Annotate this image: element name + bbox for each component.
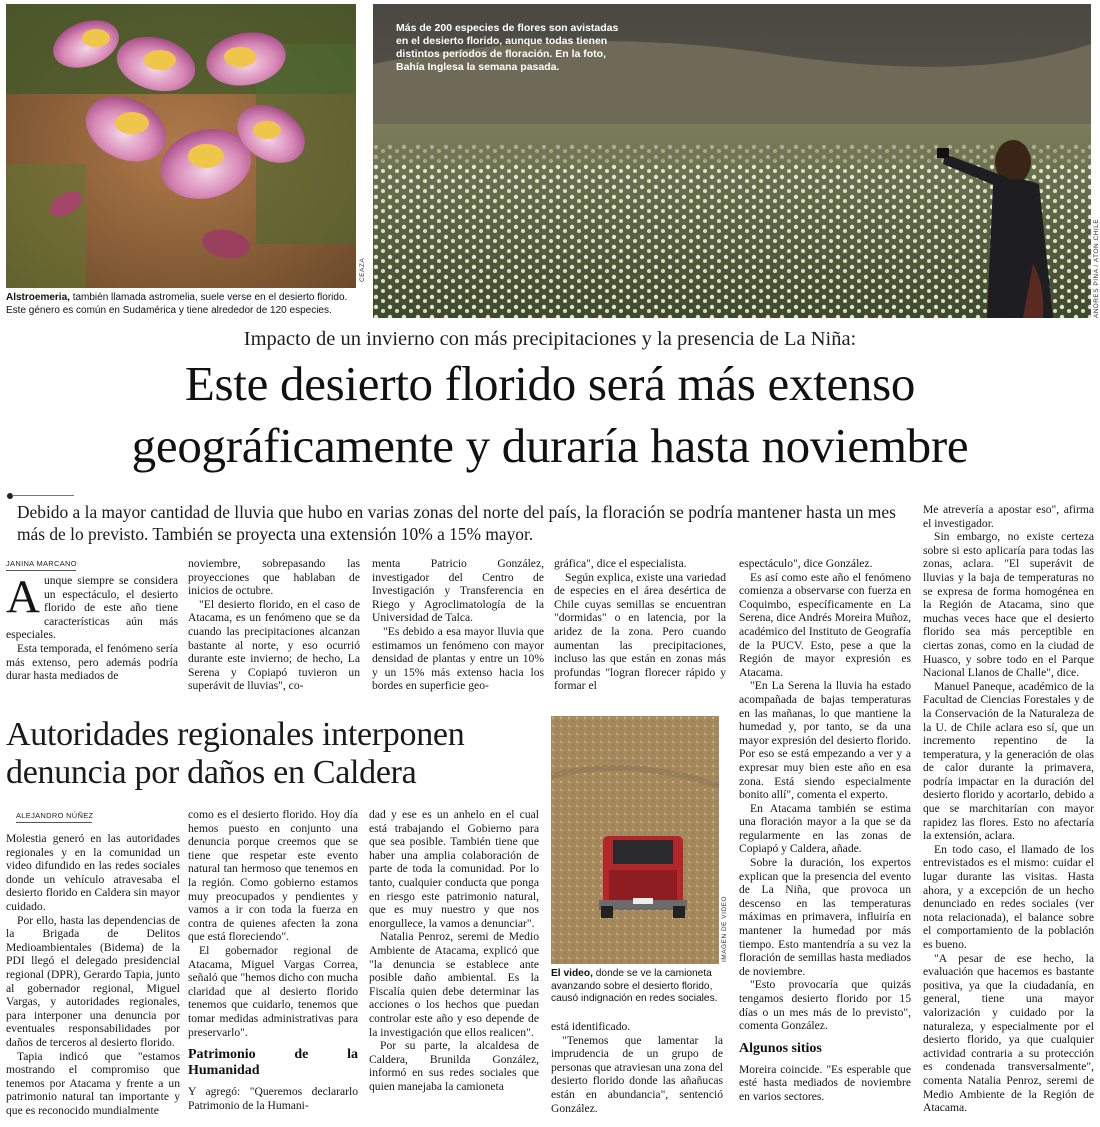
col3-paragraph-2: "Es debido a esa mayor lluvia que estimamos un fenómeno con mayor densidad de plantas y entre un 10% y un 15% más extenso hacia los bordes en superficie geo- <box>372 624 544 693</box>
col6-paragraph-3: Manuel Paneque, académico de la Facultad de Ciencias Forestales y de la Conservación de la Naturaleza de la U. de Chile aclara eso sí, que un incremento repentino de la temperatura, y la generación de olas de calor durante la primavera, podría impactar en la duración del desierto florido y acortarlo, debido a que se marchitarían con mayor rapidez las flores. Esto no afectaría la extensión, aclara. <box>923 679 1094 843</box>
main-photo-credit: ANDRES PINA / ATON CHILE <box>1093 218 1100 318</box>
article-byline: JANINA MARCANO <box>6 559 77 568</box>
second-c4-paragraph-2: "Tenemos que lamentar la imprudencia de un grupo de personas que atraviesan una zona del desierto florido donde las añañucas están en abundancia", sentenció González. <box>551 1033 723 1115</box>
second-column-1 <box>6 832 180 1117</box>
col1-paragraph-1: unque siempre se considera un espectáculo, el desierto florido de este año tiene características aún más especiales. <box>6 574 178 642</box>
col4-paragraph-2: Según explica, existe una variedad de especies en el área desértica de Chile cuyas semillas se encuentran "dormidas" o en latencia, por la aridez de la zona. Pero cuando aumentan las precipitaciones, incluso las que están en zonas más profundas "logran florecer rápido y formar el <box>554 570 726 693</box>
second-c2-paragraph-1: como es el desierto florido. Hoy día hemos puesto en conjunto una denuncia porque creemos que se tiene que respetar este evento natural tan hermoso que tenemos en la región. Como gobierno estamos muy preocupados y pendientes y vamos a ir con toda la fuerza en contra de quienes afecten la zona que está floreciendo". <box>188 808 358 944</box>
second-c2-paragraph-3: Y agregó: "Queremos declararlo Patrimonio de la Humani- <box>188 1085 358 1112</box>
col4-paragraph-1: gráfica", dice el especialista. <box>554 557 687 570</box>
second-column-3 <box>369 808 539 1093</box>
second-c1-paragraph-3: Tapia indicó que "estamos mostrando el compromiso que tenemos por Atacama y frente a un patrimonio natural tan importante y que es reconocido mundialmente <box>6 1049 180 1117</box>
subhead-patrimonio: Patrimonio de la Humanidad <box>188 1047 358 1079</box>
col6-paragraph-1: Me atrevería a apostar eso", afirma el investigador. <box>923 503 1094 530</box>
second-headline-line2: denuncia por daños en Caldera <box>6 754 417 791</box>
col3-paragraph-1: menta Patricio González, investigador del Centro de Investigación y Transferencia en Riego y Agroclimatología de la Universidad de Talca. <box>372 557 544 625</box>
article-headline-line2: geográficamente y duraría hasta noviembre <box>131 418 969 473</box>
col2-paragraph-1: noviembre, sobrepasando las proyecciones que hablaban de inicios de octubre. <box>188 557 360 598</box>
second-column-2 <box>188 808 358 1112</box>
second-article-byline: ALEJANDRO NÚÑEZ <box>16 811 94 820</box>
article-column-5 <box>739 557 911 1104</box>
lead-bullet-icon <box>7 493 13 499</box>
col1-paragraph-2: Esta temporada, el fenómeno sería más extenso, pero además podría durar hasta mediados de <box>6 641 178 683</box>
col6-paragraph-5: "A pesar de ese hecho, la evaluación que hacemos es bastante positiva, ya que la ciudadanía, en general, tiene una mayor valorización y cuidado por la naturaleza, y especialmente por el desierto florido, ya que cualquier actividad contraria a su protección es condenada transversalmente", comenta Natalia Penroz, seremi de Medio Ambiente de la Región de Atacama. <box>923 951 1094 1115</box>
second-c1-paragraph-1: Molestia generó en las autoridades regionales y en la comunidad un video difundido en las redes sociales donde un vehículo atravesaba el desierto florido en Caldera sin mayor cuidado. <box>6 832 180 913</box>
col5-paragraph-6: "Esto provocaría que quizás tengamos desierto florido por 15 días o un mes más de lo previsto", comenta González. <box>739 978 911 1033</box>
article-column-4 <box>554 557 726 693</box>
second-headline-line1: Autoridades regionales interponen <box>6 716 465 753</box>
flower-caption-text: también llamada astromelia, suele verse en el desierto florido. Este género es común en Sudamérica y tiene alrededor de 120 especies. <box>6 292 348 316</box>
second-c1-paragraph-2: Por ello, hasta las dependencias de la Brigada de Delitos Medioambientales (Bidema) de la PDI llegó el delegado presidencial regional (DPR), Gerardo Tapia, junto al gobernador regional, Miguel Vargas, y autoridades regionales, para interponer una denuncia por eventuales responsabilidades por daños de terceros al desierto florido. <box>6 913 180 1049</box>
article-column-3 <box>372 557 544 693</box>
dropcap: A <box>6 571 40 623</box>
second-c3-paragraph-3: Por su parte, la alcaldesa de Caldera, Brunilda González, informó en sus redes sociales que quien manejaba la camioneta <box>369 1039 539 1093</box>
col2-paragraph-2: "El desierto florido, en el caso de Atacama, es un fenómeno que se da cuando las precipitaciones alcanzan bastante al norte, y eso ocurrió durante este invierno; de hecho, La Serena y Copiapó tuvieron un superávit de lluvias", co- <box>188 597 360 693</box>
second-c3-paragraph-1: dad y ese es un anhelo en el cual está trabajando el Gobierno para que sea posible. También tiene que haber una amplia colaboración de parte de toda la comunidad. Por lo tanto, cualquier conducta que ponga en riesgo este patrimonio natural, que es muy nuestro y que nos enorgullece, la vamos a denunciar". <box>369 808 539 930</box>
lead-rule <box>12 495 74 496</box>
flower-caption-lead: Alstroemeria, <box>6 292 70 303</box>
video-photo-credit: IMAGEN DE VIDEO <box>721 895 728 962</box>
article-column-1 <box>6 571 178 683</box>
second-c3-paragraph-2: Natalia Penroz, seremi de Medio Ambiente de Atacama, explicó que "la denuncia se establece ante posible daño ambiental. Es la Fiscalía quien debe determinar las acciones o los hechos que puedan controlar este año y eso depende de la investigación que ellos realicen". <box>369 930 539 1039</box>
col6-paragraph-2: Sin embargo, no existe certeza sobre si esto aplicaría para todas las zonas, aclara. "El superávit de lluvias y la baja de temperaturas no se expresa de forma homogénea en la Región de Atacama, sino que muchas veces hace que el desierto florido sea más perceptible en ciertas zonas, como en la ciudad de Huasco, y sobre todo en el Parque Nacional Llanos de Challe", dice. <box>923 530 1094 680</box>
col5-paragraph-4: En Atacama también se estima una floración mayor a la que se da regularmente en las zonas de Copiapó y Caldera, añade. <box>739 801 911 856</box>
second-byline-rule <box>16 822 92 823</box>
video-caption-text: donde se ve la camioneta avanzando sobre el desierto florido, causó indignación en redes sociales. <box>551 968 718 1004</box>
article-column-6 <box>923 503 1094 1115</box>
col6-paragraph-4: En todo caso, el llamado de los entrevistados es el mismo: cuidar el lugar durante las visitas. Hasta ahora, y a excepción de un hecho denunciado en redes sociales (ver nota relacionada), el balance sobre el comportamiento de la población es bueno. <box>923 842 1094 951</box>
video-still-photo <box>551 716 719 964</box>
video-caption <box>551 968 723 1006</box>
truck-video-image <box>551 716 719 964</box>
alstroemeria-flower-image <box>6 4 356 288</box>
flower-caption <box>6 292 358 317</box>
article-column-2 <box>188 557 360 693</box>
video-caption-lead: El video, <box>551 968 593 979</box>
col5-paragraph-2: Es así como este año el fenómeno comienza a observarse con fuerza en Coquimbo, específicamente en La Serena, dice Andrés Moreira Muñoz, académico del Instituto de Geografía de la PUCV. Esto, pese a que la Región de mayor expresión es Atacama. <box>739 570 911 679</box>
second-c2-paragraph-2: El gobernador regional de Atacama, Miguel Vargas Correa, señaló que "hemos dicho con mucha claridad que al desierto florido tenemos que cuidarlo, tenemos que tomar medidas administrativas para preservarlo". <box>188 943 358 1039</box>
article-headline-line1: Este desierto florido será más extenso <box>184 356 916 411</box>
alstroemeria-photo <box>6 4 356 288</box>
col5-paragraph-1: espectáculo", dice González. <box>739 557 873 570</box>
col5-paragraph-3: "En La Serena la lluvia ha estado acompañada de bajas temperaturas en las mañanas, lo que mantiene la humedad y, por tanto, se da una mayor expresión del desierto florido. Por eso se está empezando a ver y a expresar muy bien este año en esa zona. Está siendo especialmente bonito allí", comenta el experto. <box>739 679 911 802</box>
main-photo-overlay-caption: Más de 200 especies de flores son avistadas en el desierto florido, aunque todas tienen distintos períodos de floración. En la foto, Bahía Inglesa la semana pasada. <box>396 22 619 73</box>
subhead-algunos-sitios: Algunos sitios <box>739 1040 822 1056</box>
article-lead: Debido a la mayor cantidad de lluvia que hubo en varias zonas del norte del país, la floración se podría mantener hasta un mes más de lo previsto. También se proyecta una extensión 10% a 15% mayor. <box>17 502 896 544</box>
flower-photo-credit: CEAZA <box>359 257 366 282</box>
col5-paragraph-7: Moreira coincide. "Es esperable que esté hasta mediados de noviembre en varios sectores. <box>739 1062 911 1103</box>
col5-paragraph-5: Sobre la duración, los expertos explican que la presencia del evento de La Niña, que provoca un descenso en las temperaturas máximas en primavera, influiría en mantener la humedad por más tiempo. Esto mantendría a su vez la floración de semillas hasta mediados de noviembre. <box>739 856 911 978</box>
second-article-headline <box>6 716 546 792</box>
article-kicker: Impacto de un invierno con más precipitaciones y la presencia de La Niña: <box>243 328 857 350</box>
second-c4-paragraph-1: está identificado. <box>551 1020 631 1033</box>
second-column-4 <box>551 1020 723 1115</box>
